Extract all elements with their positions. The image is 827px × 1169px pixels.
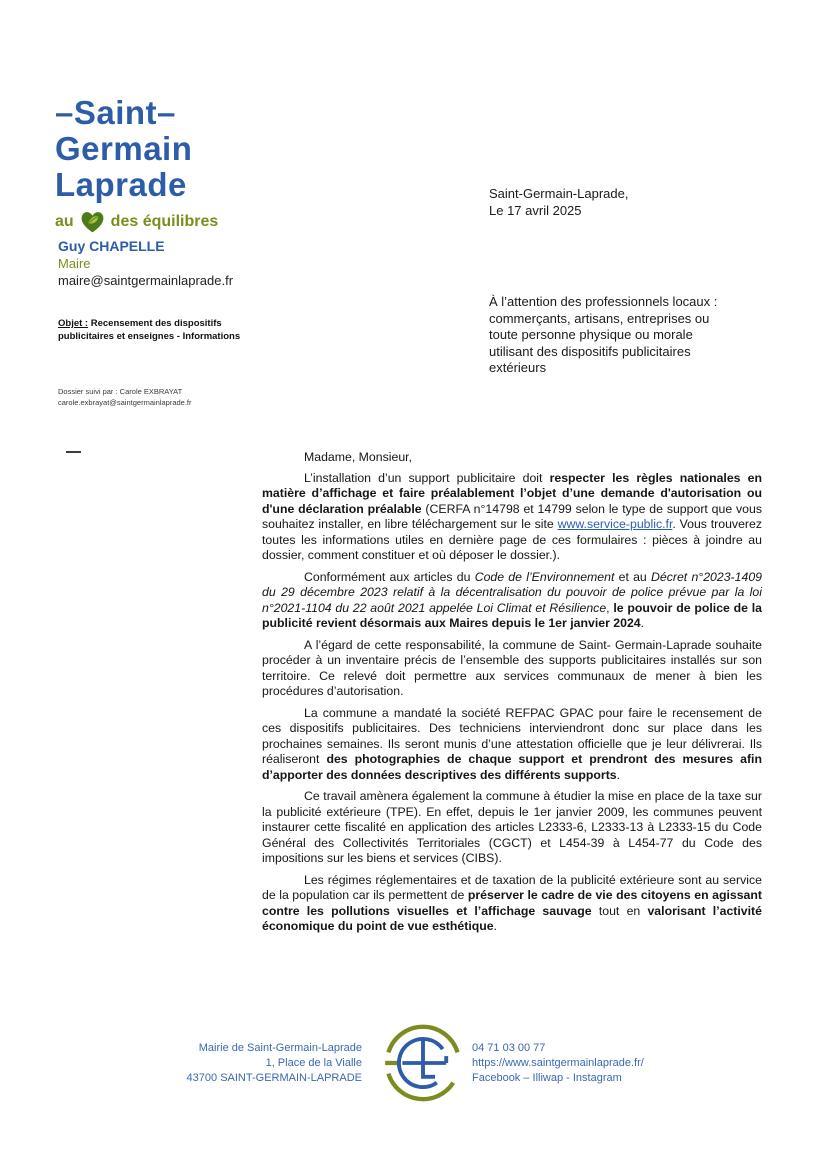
heart-leaf-icon: [79, 209, 106, 234]
text-run-bold: des photographies de chaque support et prendront des mesures afin d’apporter des données descriptives des différents supports: [262, 752, 762, 782]
text-run: La commune a mandaté la société REFPAC GPAC pour faire le recensement de ces dispositifs publicitaires. Des techniciens interviendront donc sur place dans les prochaines semaines. Ils seront munis d’une attestation officielle que je leur délivrerai. Ils réaliseront: [262, 705, 762, 766]
text-run: ,: [606, 600, 614, 615]
paragraph-refpac: [262, 706, 762, 784]
recipient-line: extérieurs: [489, 360, 547, 375]
paragraph-installation: [262, 471, 762, 564]
text-run-bold: valorisant l’activité économique du point de vue esthétique: [262, 903, 762, 933]
footer-website-link[interactable]: https://www.saintgermainlaprade.fr/: [472, 1057, 644, 1069]
recipient-line: À l’attention des professionnels locaux :: [489, 294, 718, 309]
paragraph-inventaire: [262, 638, 762, 700]
paragraph-regimes: [262, 873, 762, 935]
salutation: Madame, Monsieur,: [304, 450, 412, 464]
letter-date: Le 17 avril 2025: [489, 203, 582, 218]
brand-wordmark: [55, 95, 218, 203]
recipient-line: toute personne physique ou morale: [489, 327, 693, 342]
text-run-italic: Décret n°2023-1409 du 29 décembre 2023 relatif à la décentralisation du pouvoir de police prévue par la loi n°2021-1104 du 22 août 2021 appelée Loi Climat et Résilience: [262, 569, 763, 615]
subject-block: [58, 318, 254, 343]
text-run: L’installation d’un support publicitaire doit: [304, 470, 550, 485]
case-handler-email: carole.exbrayat@saintgermainlaprade.fr: [58, 398, 192, 407]
text-run: (CERFA n°14798 et 14799 selon le type de support que vous souhaitez installer, en libre téléchargement sur le site: [262, 501, 762, 531]
text-run: .: [493, 919, 498, 933]
brand-tagline: [55, 209, 218, 234]
text-run: .: [616, 767, 621, 782]
fold-mark: [66, 451, 81, 453]
footer-contact: [472, 1041, 692, 1086]
sender-name: Guy CHAPELLE: [58, 238, 165, 254]
recipient-line: commerçants, artisans, entreprises ou: [489, 310, 710, 326]
footer-address: [150, 1041, 362, 1086]
footer-address-line: 43700 SAINT-GERMAIN-LAPRADE: [186, 1072, 362, 1084]
recipient-line: utilisant des dispositifs publicitaires: [489, 343, 691, 359]
brand-line-germain: Germain: [55, 130, 193, 167]
footer-address-line: Mairie de Saint-Germain-Laprade: [198, 1042, 362, 1054]
text-run-bold: respecter les règles nationales en matière d’affichage et faire préalablement l’objet d’une demande d'autorisation ou d'une déclaration préalable: [262, 470, 763, 516]
text-run: tout en: [591, 903, 648, 918]
case-handler-block: [58, 386, 192, 408]
brand-line-saint: –Saint–: [55, 94, 176, 131]
tagline-post: des équilibres: [110, 212, 219, 230]
footer-address-line: 1, Place de la Vialle: [265, 1057, 362, 1069]
letter-body: [262, 450, 762, 941]
text-run: Conformément aux articles du: [304, 569, 475, 584]
text-run: A l’égard de cette responsabilité, la commune de Saint- Germain-Laprade souhaite procéder à un inventaire précis de l’ensemble des supports publicitaires installés sur son territoire. Ce relevé doit permettre aux services communaux de mener à bien les procédures d’autorisation.: [262, 637, 762, 698]
footer-phone: 04 71 03 00 77: [472, 1042, 546, 1054]
case-handler-name: Dossier suivi par : Carole EXBRAYAT: [58, 387, 183, 396]
service-public-link[interactable]: www.service-public.fr: [557, 517, 673, 531]
paragraph-reglementation: [262, 570, 762, 632]
text-run-italic: Code de l’Environnement: [474, 569, 615, 584]
subject-label: Objet :: [58, 318, 89, 329]
text-run-bold: le pouvoir de police de la publicité revient désormais aux Maires depuis le 1er janvier 2024: [262, 600, 763, 630]
text-run: Les régimes réglementaires et de taxation de la publicité extérieure sont au service de la population car ils permettent de: [262, 872, 762, 902]
text-run: et au: [614, 569, 651, 584]
recipient-block: [489, 294, 717, 377]
subject-text: Recensement des dispositifs publicitaires et enseignes - Informations: [58, 318, 241, 342]
letterhead-logo: [55, 95, 218, 234]
sender-block: [58, 238, 233, 289]
footer-social: Facebook – Illiwap - Instagram: [472, 1072, 622, 1084]
date-block: [489, 185, 628, 219]
text-run: .: [640, 616, 645, 630]
sgl-monogram-logo: [380, 1020, 466, 1106]
sender-email: maire@saintgermainlaprade.fr: [58, 273, 234, 288]
paragraph-taxe: [262, 789, 762, 867]
text-run: Ce travail amènera également la commune à étudier la mise en place de la taxe sur la publicité extérieure (TPE). En effet, depuis le 1er janvier 2009, les communes peuvent instaurer cette fiscalité en application des articles L2333-6, L2333-13 à L2333-15 du Code Général des Collectivités Territoriales (CGCT) et L454-39 à L454-77 du Code des impositions sur les biens et services (CIBS).: [262, 789, 762, 865]
letter-place: Saint-Germain-Laprade,: [489, 186, 629, 201]
brand-line-laprade: Laprade: [55, 166, 187, 203]
text-run: . Vous trouverez toutes les informations utiles en dernière page de ces formulaires : pièces à joindre au dossier, comment constituer et où déposer le dossier.).: [262, 517, 762, 562]
sender-role: Maire: [58, 256, 91, 271]
text-run-bold: préserver le cadre de vie des citoyens en agissant contre les pollutions visuelles et l’affichage sauvage: [262, 888, 763, 918]
tagline-pre: au: [55, 212, 74, 230]
